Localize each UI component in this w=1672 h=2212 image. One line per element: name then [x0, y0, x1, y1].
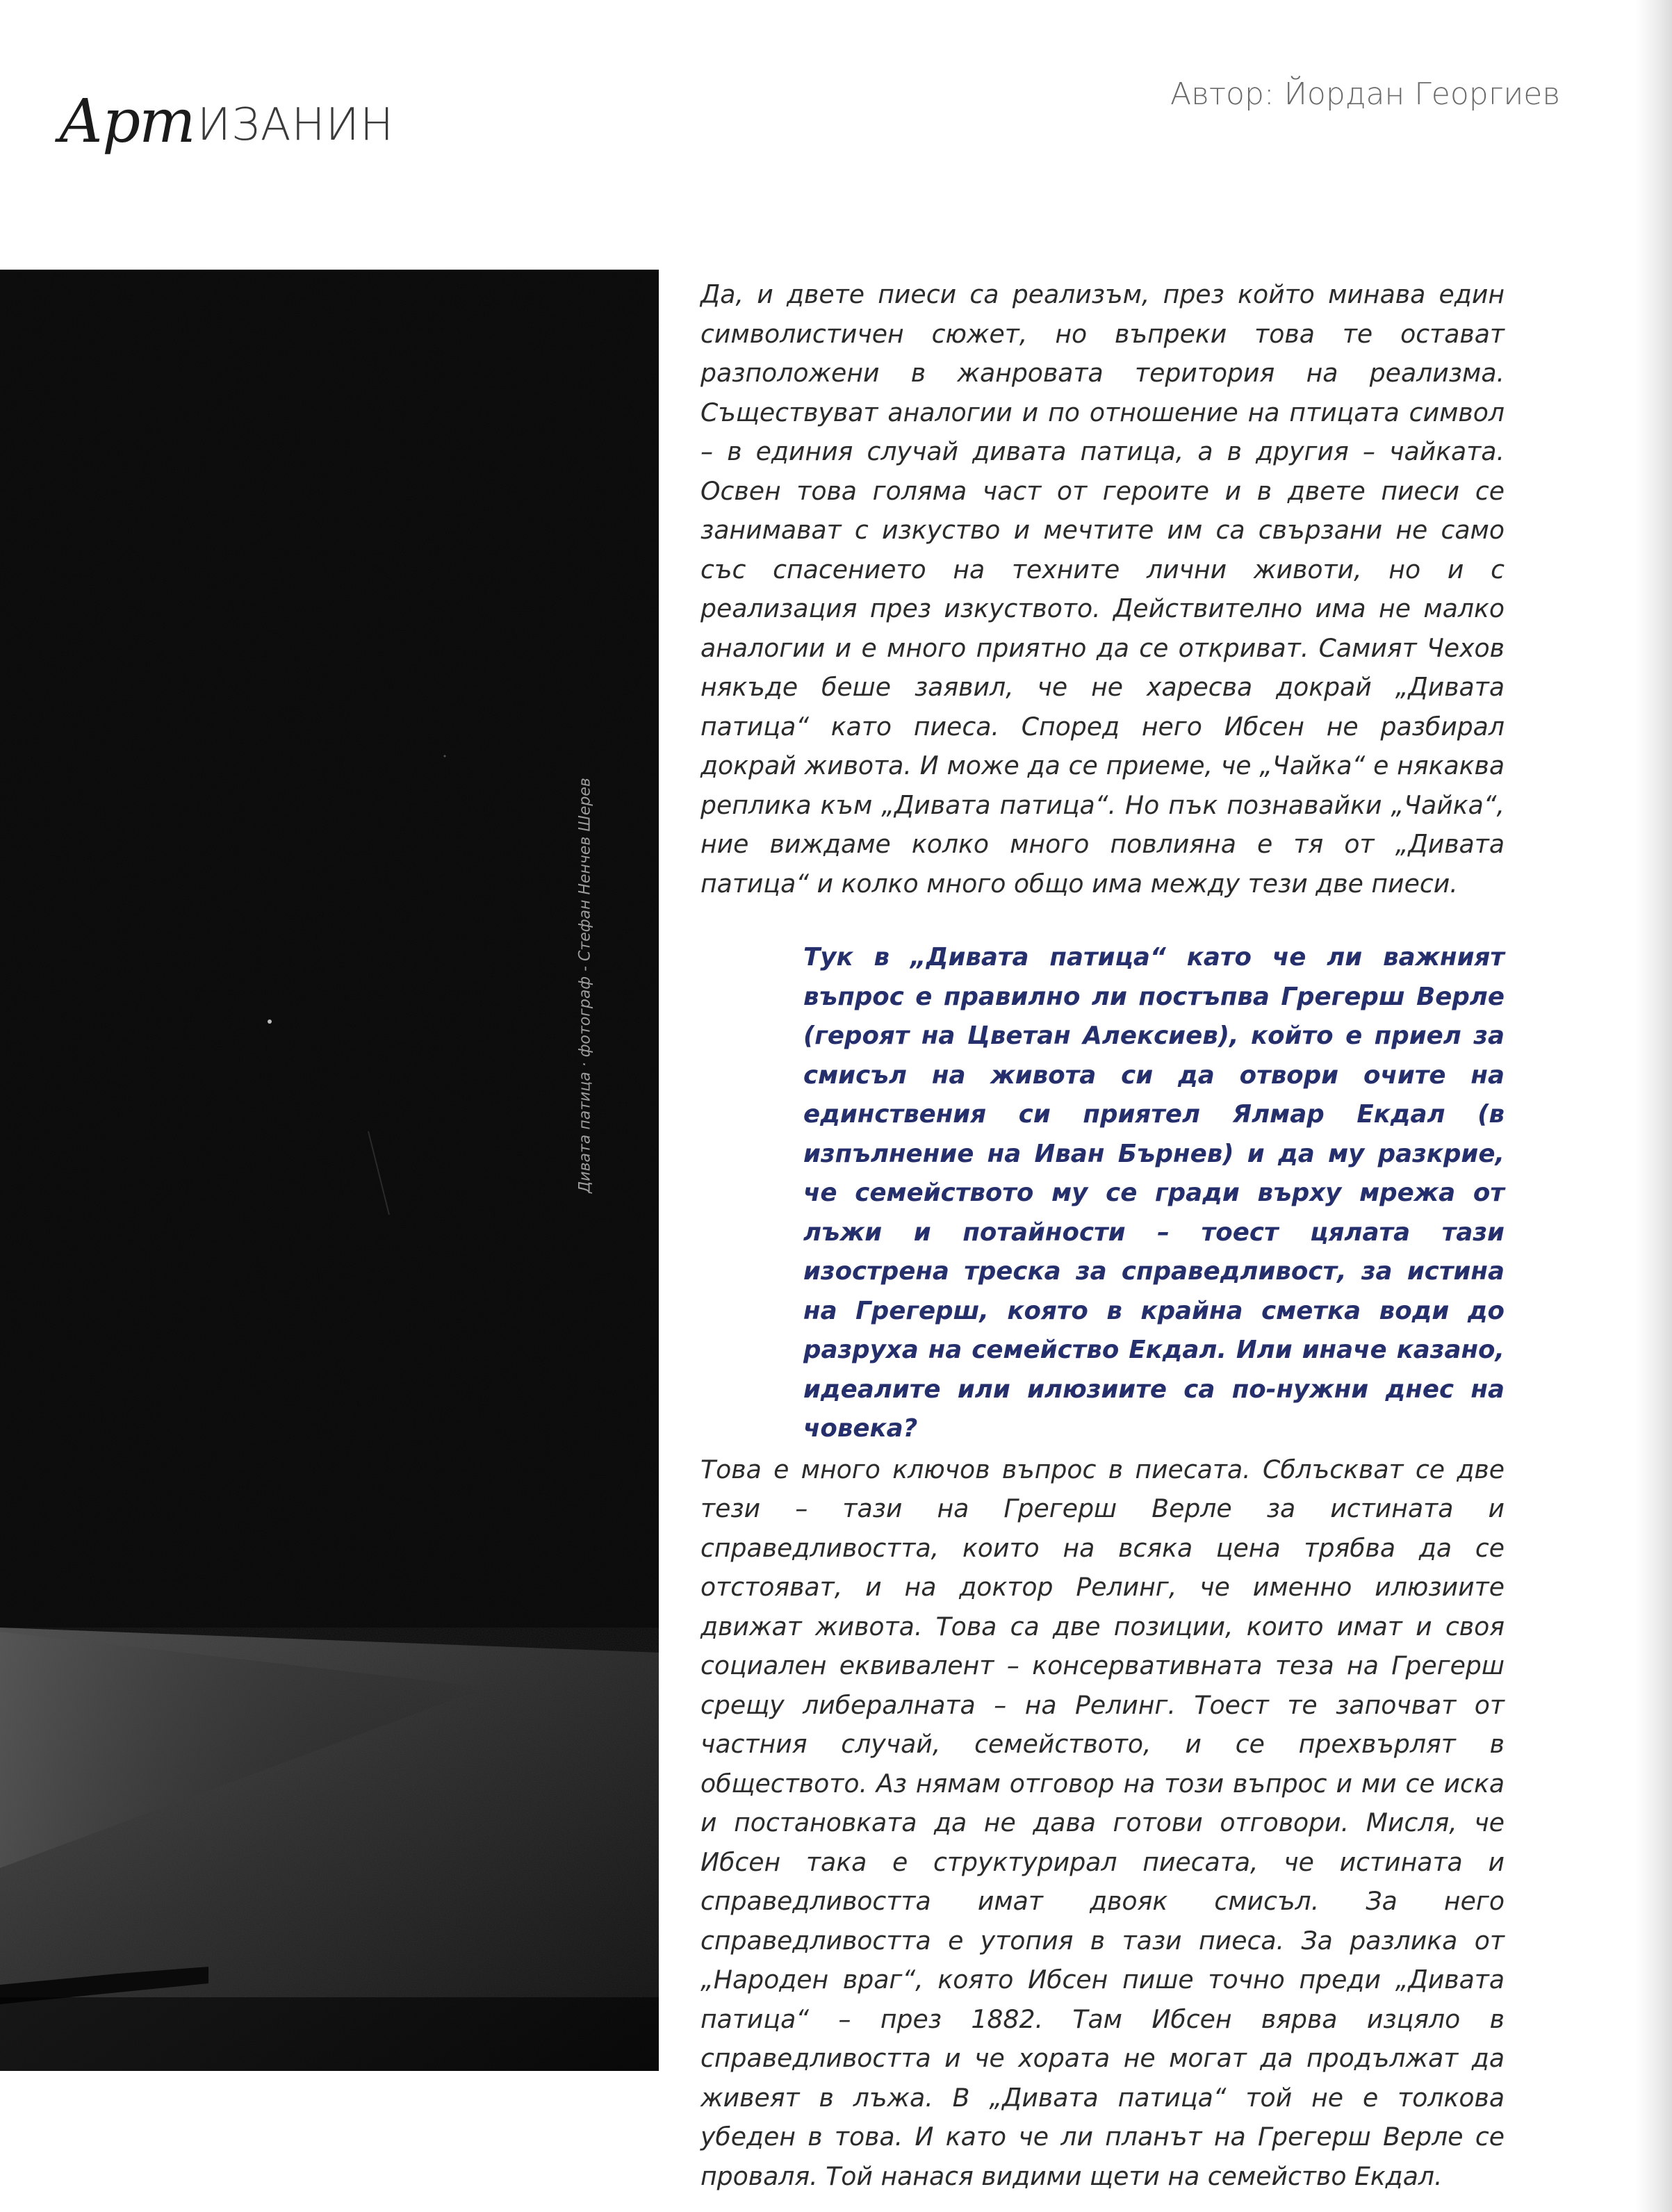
- pull-quote: Тук в „Дивата патица“ като че ли важният въпрос е правилно ли постъпва Грегерш Верле (героят на Цветан Алексиев), който е приел за смисъл на живота си да отвори очите на единствения си приятел Ялмар Екдал (в изпълнение на Иван Бърнев) и да му разкрие, че семейството му се гради върху мрежа от лъжи и потайности – тоест цялата тази изострена треска за справедливост, за истина на Грегерш, която в крайна сметка води до разруха на семейство Екдал. Или иначе казано, идеалите или илюзиите са по-нужни днес на човека?: [803, 943, 1505, 1443]
- stage-photo-image: [0, 270, 659, 2071]
- article-paragraph-1: Да, и двете пиеси са реализъм, през който минава един символистичен сюжет, но въпреки това те остават разположени в жанровата територия на реализма. Съществуват аналогии и по отношение на птицата символ – в единия случай дивата патица, а в другия – чайката. Освен това голяма част от героите и в двете пиеси се занимават с изкуство и мечтите им са свързани не само със спасението на техните лични животи, но и с реализация през изкуството. Действително има не малко аналогии и е много приятно да се откриват. Самият Чехов някъде беше заявил, че не харесва докрай „Дивата патица“ като пиеса. Според него Ибсен не разбирал докрай живота. И може да се приеме, че „Чайка“ е някаква реплика към „Дивата патица“. Но пък познавайки „Чайка“, ние виждаме колко много повлияна е тя от „Дивата патица“ и колко много общо има между тези две пиеси.: [700, 279, 1505, 899]
- light-speck: [268, 1019, 272, 1024]
- photo-credit: Дивата патица · фотограф - Стефан Ненчев Шерев: [576, 778, 594, 1193]
- author-byline: Автор: Йордан Георгиев: [1170, 76, 1561, 112]
- stage-photo: [0, 270, 659, 2071]
- article-paragraph-2: Това е много ключов въпрос в пиесата. Сблъскват се две тези – тази на Грегерш Верле за истината и справедливостта, които на всяка цена трябва да се отстояват, и на доктор Релинг, че именно илюзиите движат живота. Това са две позиции, които имат и своя социален еквивалент – консервативната теза на Грегерш срещу либералната – на Релинг. Тоест те започват от частния случай, семейството, и се прехвърлят в обществото. Аз нямам отговор на този въпрос и ми се иска и постановката да не дава готови отговори. Мисля, че Ибсен така е структурирал пиесата, че истината и справедливостта имат двояк смисъл. За него справедливостта е утопия в тази пиеса. За разлика от „Народен враг“, която Ибсен пише точно преди „Дивата патица“ – през 1882. Там Ибсен вярва изцяло в справедливостта и че хората не могат да продължат да живеят в лъжа. В „Дивата патица“ той не е толкова убеден в това. И като че ли планът на Грегерш Верле се проваля. Той нанася видими щети на семейство Екдал.: [700, 1454, 1505, 2191]
- brand-script-part: Арт: [58, 87, 195, 156]
- section-brand: [58, 61, 395, 156]
- brand-text-part: ИЗАНИН: [197, 99, 395, 151]
- page-binding-edge: [1636, 0, 1672, 2212]
- article-body: [700, 275, 1505, 2196]
